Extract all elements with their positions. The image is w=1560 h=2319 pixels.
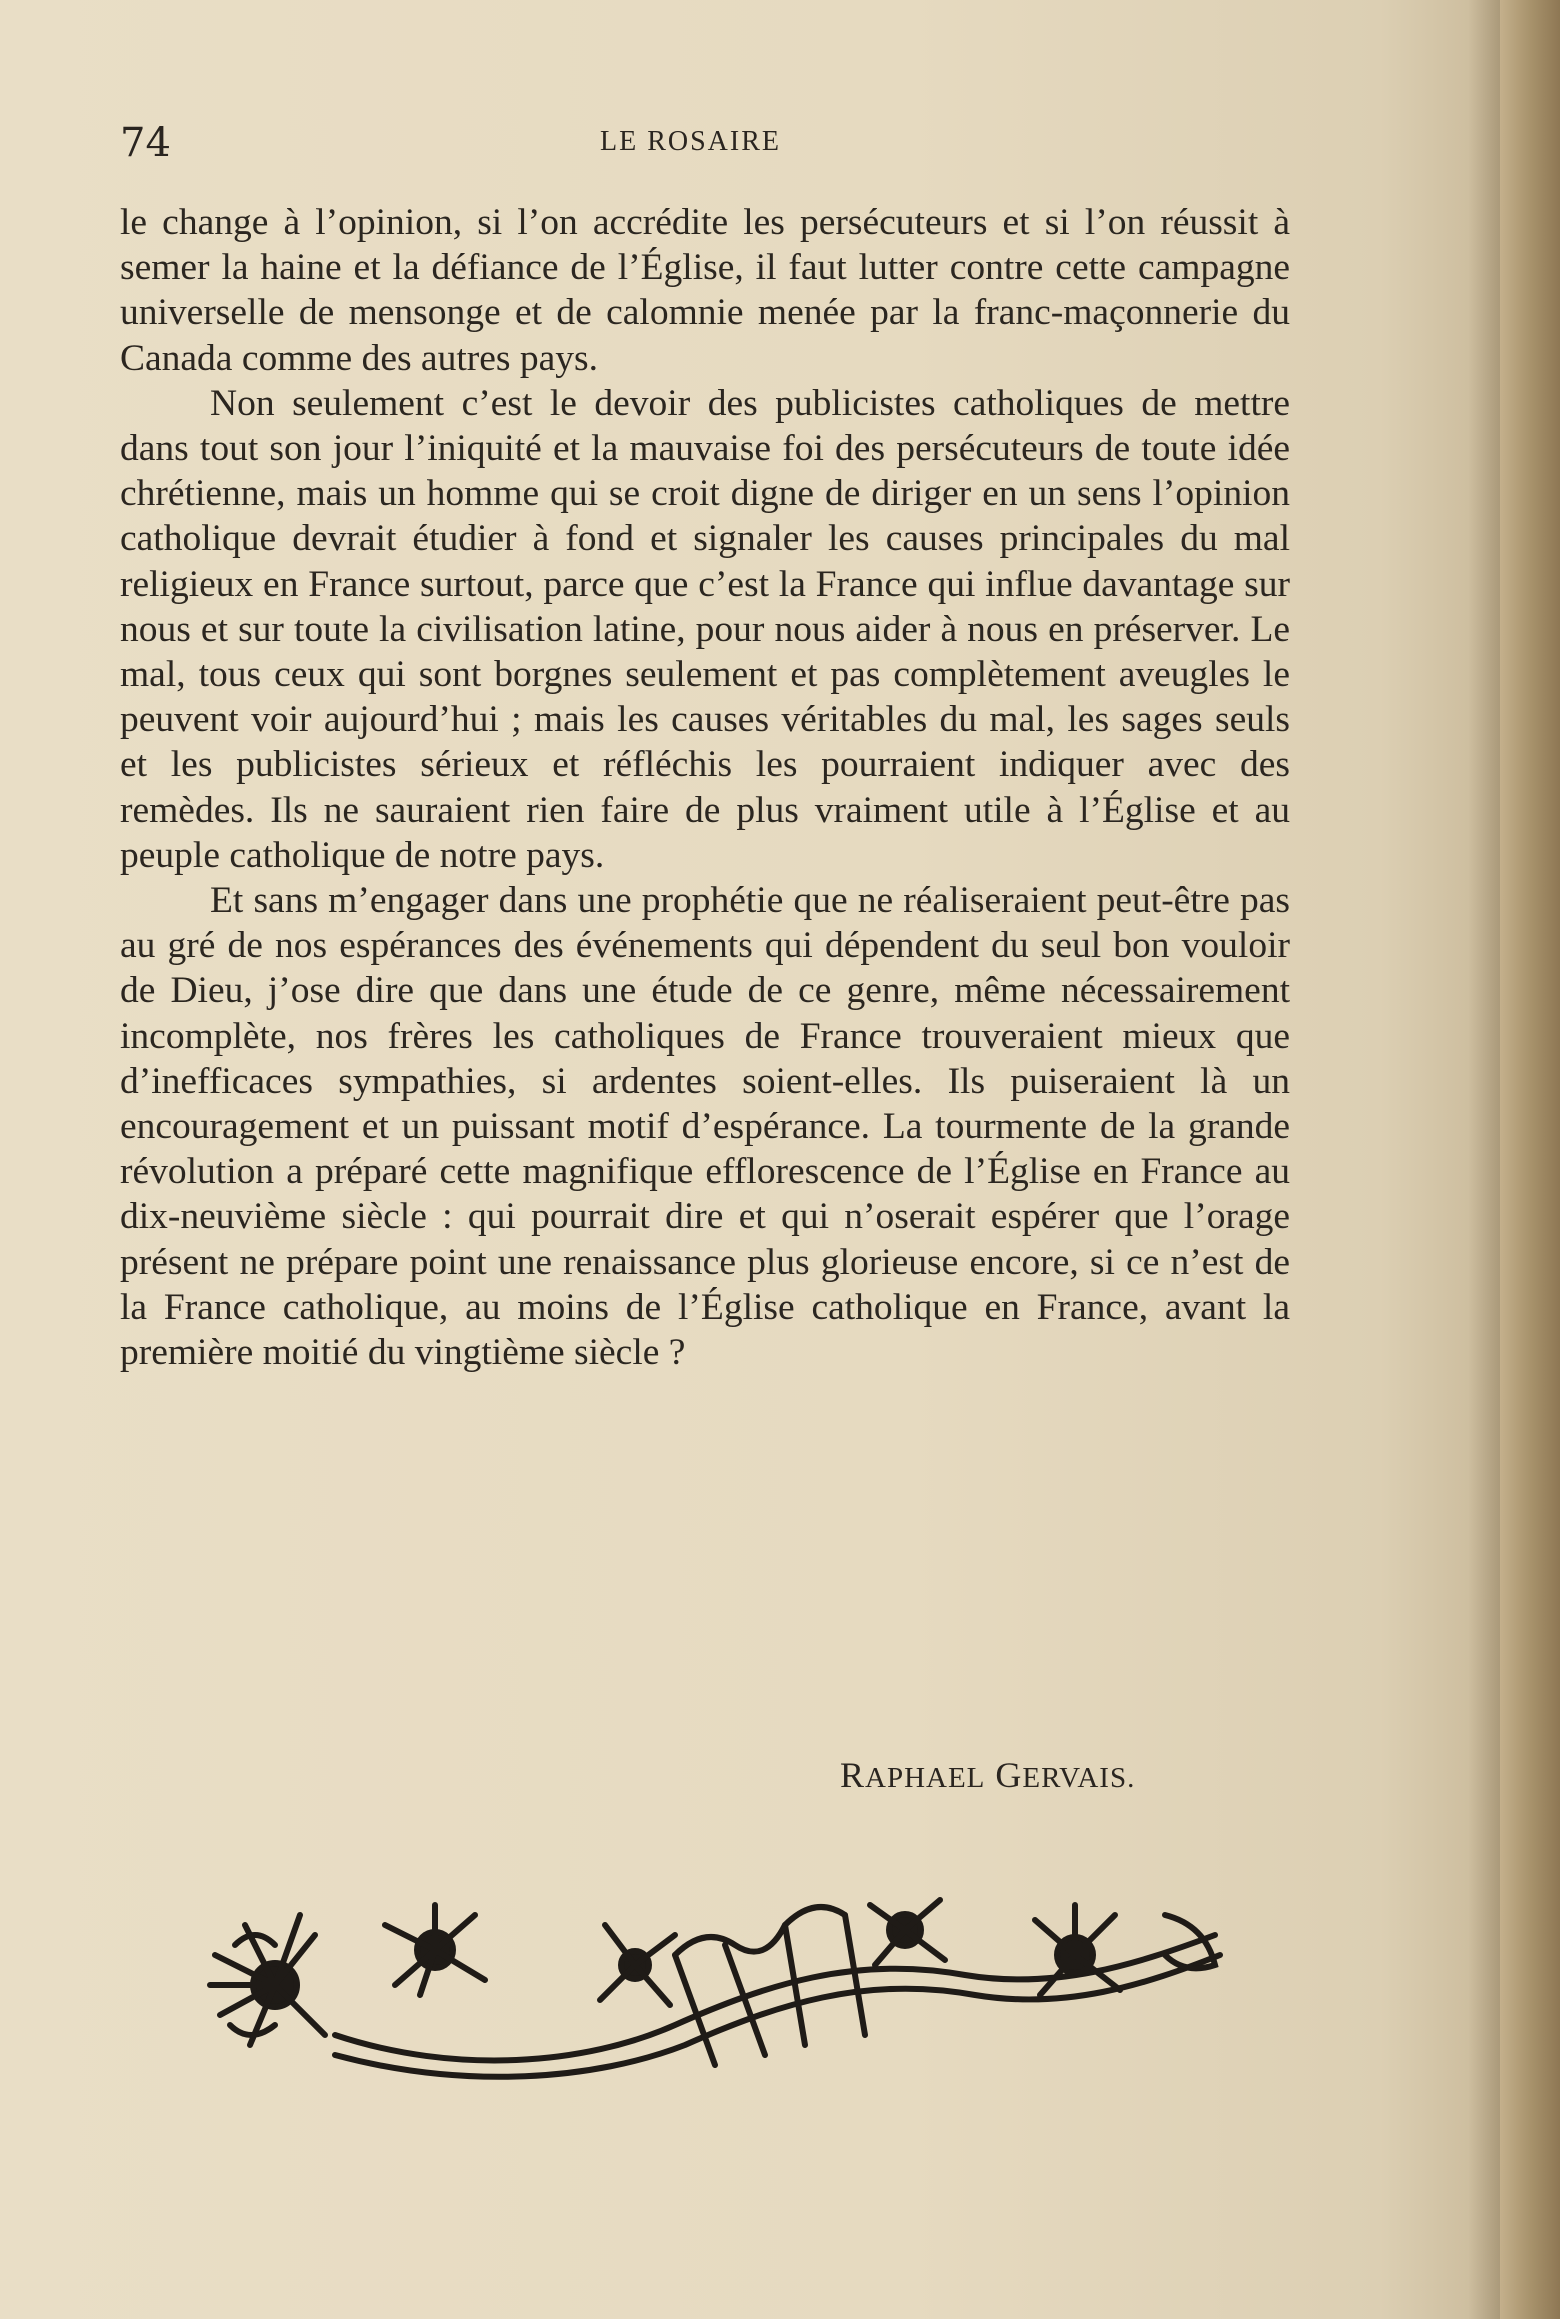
second-flower [385,1905,485,1995]
article-body [120,200,1290,1375]
page-shadow [1468,0,1500,2319]
scroll-ribbon [335,1907,1220,2077]
paragraph: Et sans m’engager dans une prophétie que ne réaliseraient peut-être pas au gré de nos espérances des événements qui dépendent du seul bon vouloir de Dieu, j’ose dire que dans une étude de ce genre, même nécessairement incomplète, nos frères les catholiques de France trouveraient mieux que d’inefficaces sympathies, si ardentes soient-elles. Ils puiseraient là un encouragement et un puissant motif d’espérance. La tourmente de la grande révolution a préparé cette magnifique efflorescence de l’Église en France au dix-neuvième siècle : qui pourrait dire et qui n’oserait espérer que l’orage présent ne prépare point une renaissance plus glorieuse encore, si ce n’est de la France catholique, au moins de l’Église catholique en France, avant la première moitié du vingtième siècle ? [120,880,1290,1374]
left-flower [210,1915,325,2045]
running-head [120,120,1280,170]
paragraph: Non seulement c’est le devoir des publicistes catholiques de mettre dans tout son jour l’iniquité et la mauvaise foi des persécuteurs de toute idée chrétienne, mais un homme qui se croit digne de diriger en un sens l’opinion catholique devrait étudier à fond et signaler les causes principales du mal religieux en France surtout, parce que c’est la France qui influe davantage sur nous et sur toute la civilisation latine, pour nous aider à nous en préserver. Le mal, tous ceux qui sont borgnes seulement et pas complètement aveugles le peuvent voir aujourd’hui ; mais les causes véritables du mal, les sages seuls et les publicistes sérieux et réfléchis les pourraient indiquer avec des remèdes. Ils ne sauraient rien faire de plus vraiment utile à l’Église et au peuple catholique de notre pays. [120,382,1290,876]
signature-first-name: APHAEL [865,1762,986,1794]
signature-last-name: ERVAIS. [1022,1762,1136,1794]
book-edge [1500,0,1560,2319]
signature-initial: R [840,1755,866,1795]
running-title: LE ROSAIRE [600,126,781,157]
signature-initial: G [995,1755,1023,1795]
page-number: 74 [120,120,171,166]
paragraph: le change à l’opinion, si l’on accrédite les persécuteurs et si l’on réussit à semer la haine et la défiance de l’Église, il faut lutter contre cette campagne universelle de mensonge et de calomnie menée par la franc-maçonnerie du Canada comme des autres pays. [120,202,1290,379]
author-signature [840,1754,1135,1796]
floral-vignette-icon [205,1895,1235,2085]
